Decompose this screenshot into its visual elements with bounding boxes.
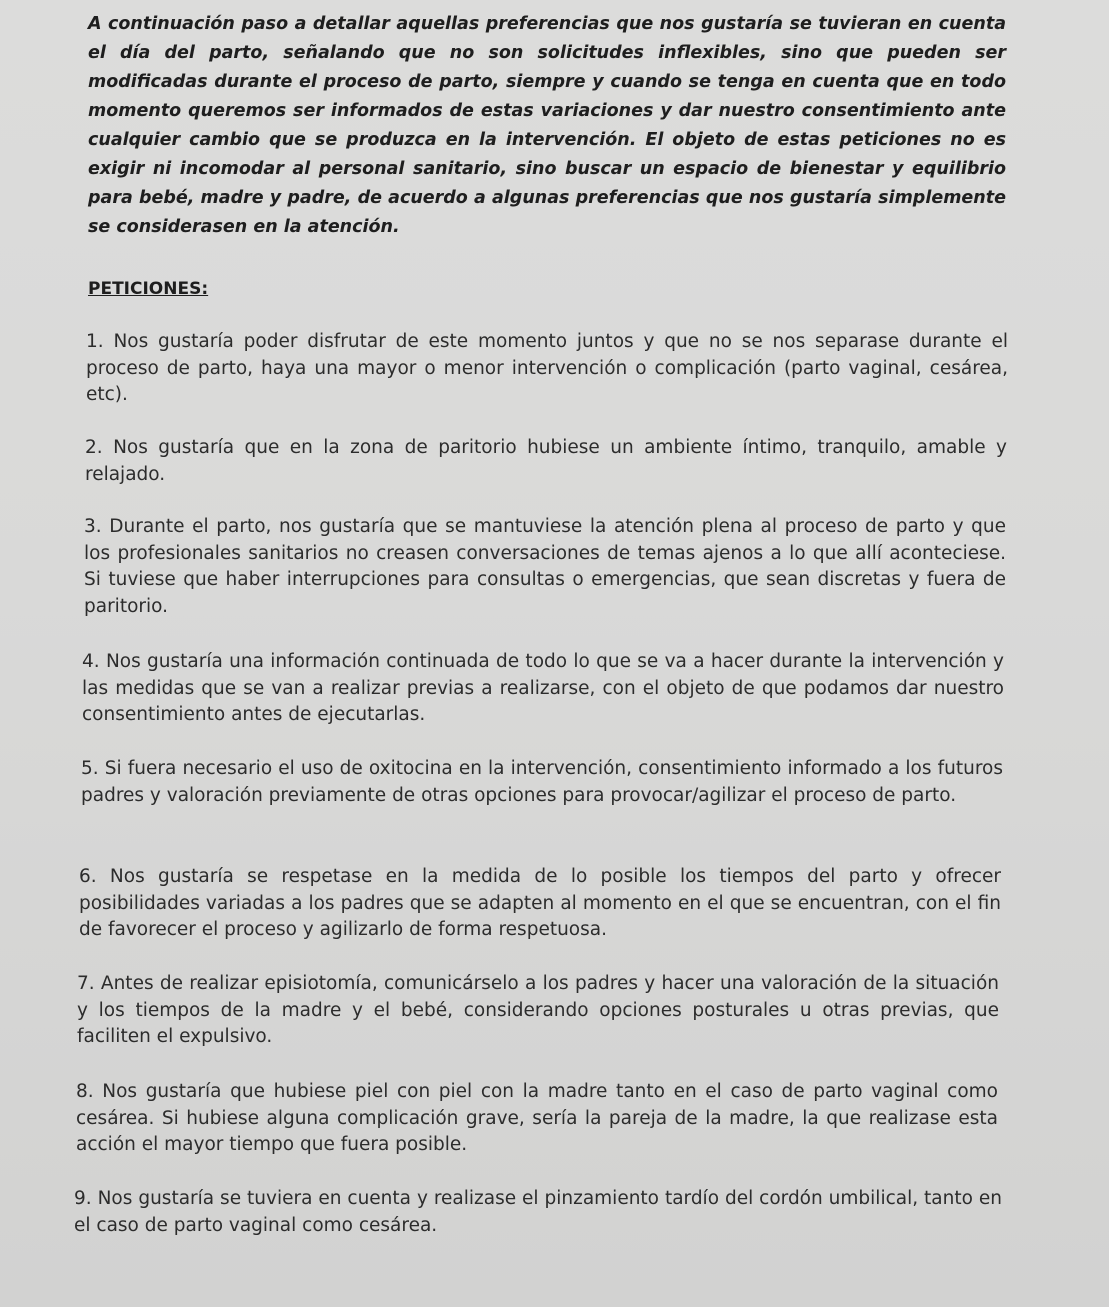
request-item-8: 8. Nos gustaría que hubiese piel con piel con la madre tanto en el caso de parto vaginal como cesárea. Si hubiese alguna complicación grave, sería la pareja de la madre, la que realizase esta acción el mayor tiempo que fuera posible. <box>76 1081 998 1155</box>
section-heading: PETICIONES: <box>88 279 209 299</box>
request-item-3: 3. Durante el parto, nos gustaría que se mantuviese la atención plena al proceso de parto y que los profesionales sanitarios no creasen conversaciones de temas ajenos a lo que allí aconteciese. Si tuviese que haber interrupciones para consultas o emergencias, que sean discretas y fuera de paritorio. <box>84 516 1006 617</box>
intro-paragraph: A continuación paso a detallar aquellas preferencias que nos gustaría se tuvieran en cuenta el día del parto, señalando que no son solicitudes inflexibles, sino que pueden ser modificadas durante el proceso de parto, siempre y cuando se tenga en cuenta que en todo momento queremos ser informados de estas variaciones y dar nuestro consentimiento ante cualquier cambio que se produzca en la intervención. El objeto de estas peticiones no es exigir ni incomodar al personal sanitario, sino buscar un espacio de bienestar y equilibrio para bebé, madre y padre, de acuerdo a algunas preferencias que nos gustaría simplemente se considerasen en la atención. <box>88 14 1006 237</box>
request-item-9: 9. Nos gustaría se tuviera en cuenta y realizase el pinzamiento tardío del cordón umbilical, tanto en el caso de parto vaginal como cesárea. <box>74 1188 1002 1236</box>
request-item-4: 4. Nos gustaría una información continuada de todo lo que se va a hacer durante la intervención y las medidas que se van a realizar previas a realizarse, con el objeto de que podamos dar nuestro consentimiento antes de ejecutarlas. <box>82 651 1004 725</box>
request-item-1: 1. Nos gustaría poder disfrutar de este momento juntos y que no se nos separase durante el proceso de parto, haya una mayor o menor intervención o complicación (parto vaginal, cesárea, etc). <box>86 331 1008 405</box>
request-item-7: 7. Antes de realizar episiotomía, comunicárselo a los padres y hacer una valoración de la situación y los tiempos de la madre y el bebé, considerando opciones posturales u otras previas, que faciliten el expulsivo. <box>77 973 999 1047</box>
request-item-6: 6. Nos gustaría se respetase en la medida de lo posible los tiempos del parto y ofrecer posibilidades variadas a los padres que se adapten al momento en el que se encuentran, con el fin de favorecer el proceso y agilizarlo de forma respetuosa. <box>79 866 1001 940</box>
request-item-2: 2. Nos gustaría que en la zona de paritorio hubiese un ambiente íntimo, tranquilo, amable y relajado. <box>85 437 1007 485</box>
request-item-5: 5. Si fuera necesario el uso de oxitocina en la intervención, consentimiento informado a los futuros padres y valoración previamente de otras opciones para provocar/agilizar el proceso de parto. <box>81 758 1003 806</box>
